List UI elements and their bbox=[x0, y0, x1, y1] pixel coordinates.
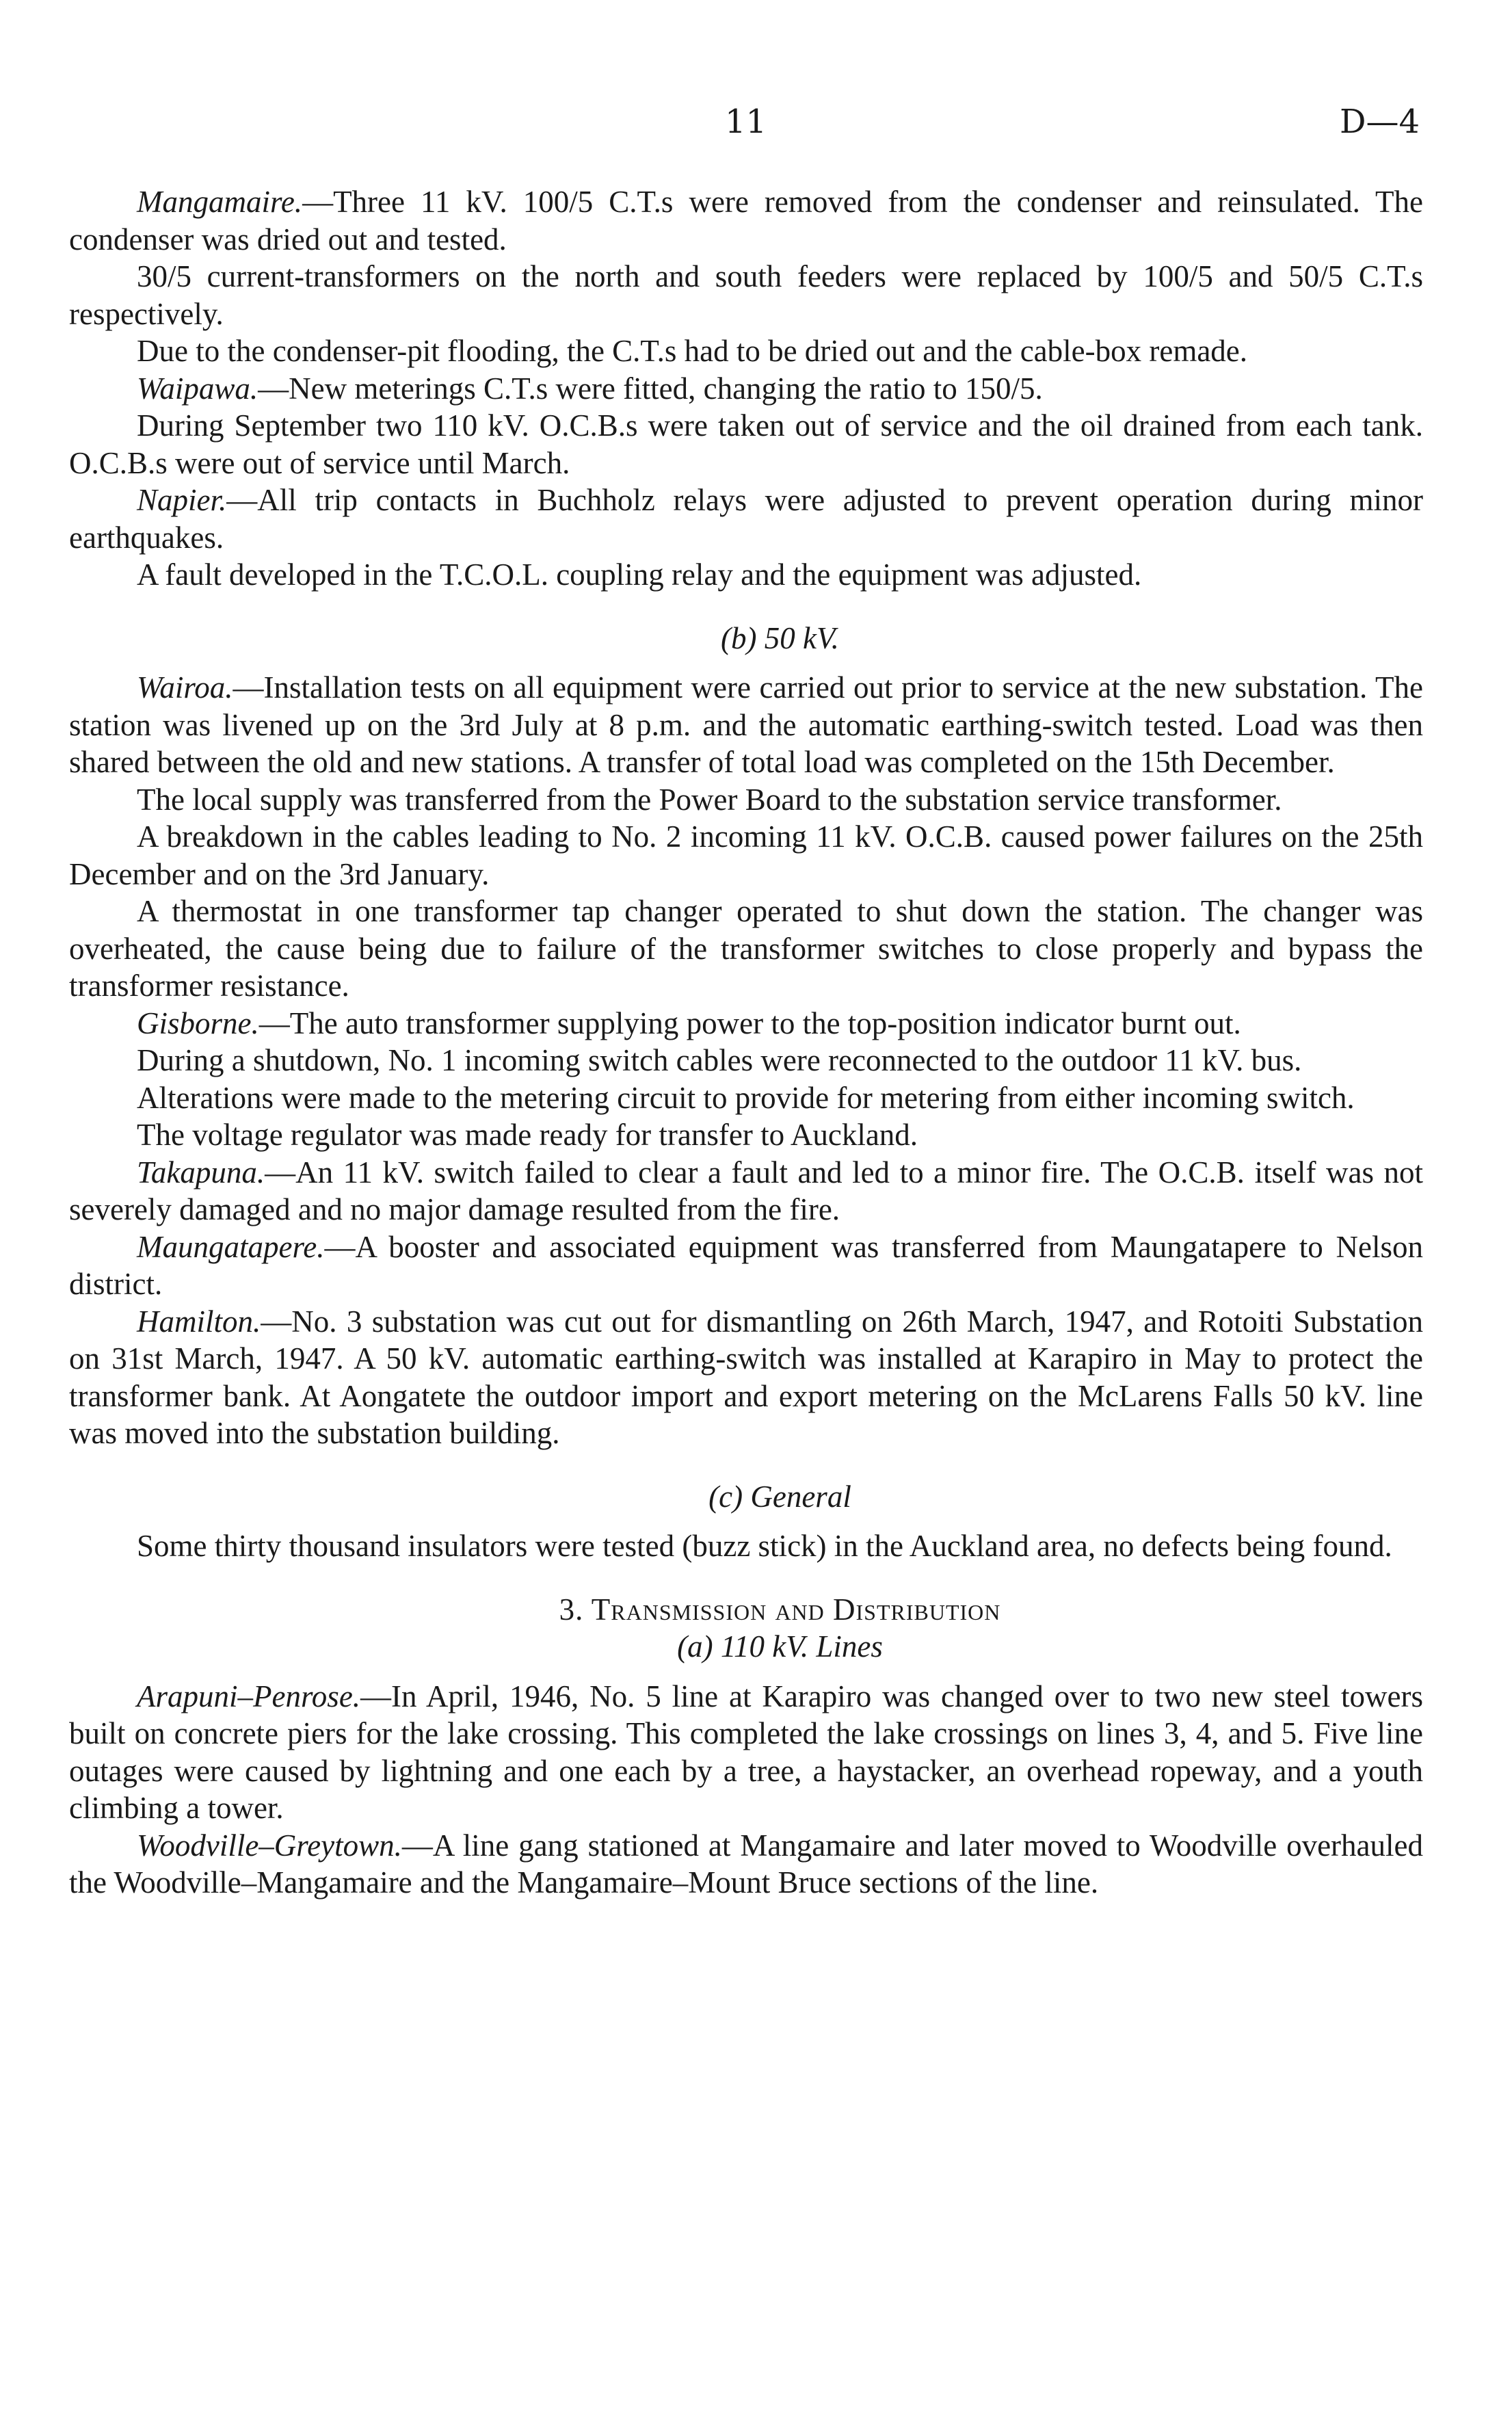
paragraph: Some thirty thousand insulators were tested (buzz stick) in the Auckland area, no defects being found. bbox=[137, 1529, 1392, 1563]
paragraph-lead: Hamilton. bbox=[137, 1304, 261, 1339]
paragraph-text: —No. 3 substation was cut out for dismantling on 26th March, 1947, and Rotoiti Substation on 31st March, 1947. A 50 kV. automatic earthing-switch was installed at Karapiro in May to protect the transformer bank. At Aongatete the outdoor import and export metering on the McLarens Falls 50 kV. line was moved into the substation building. bbox=[69, 1304, 1423, 1450]
paragraph-lead: Wairoa. bbox=[137, 670, 233, 705]
paragraph-gisborne bbox=[69, 1005, 1423, 1042]
paragraph-lead: Napier. bbox=[137, 483, 227, 517]
paragraph-lead: Gisborne. bbox=[137, 1006, 259, 1040]
paragraph-text: —A booster and associated equipment was transferred from Maungatapere to Nelson district. bbox=[69, 1229, 1423, 1301]
paragraph-mangamaire bbox=[69, 183, 1423, 258]
paragraph-text: —The auto transformer supplying power to the top-position indicator burnt out. bbox=[258, 1006, 1241, 1040]
paragraph-text: —A line gang stationed at Mangamaire and later moved to Woodville overhauled the Woodville–Mangamaire and the Mangamaire–Mount Bruce sections of the line. bbox=[69, 1828, 1423, 1900]
paragraph-text: —All trip contacts in Buchholz relays were adjusted to prevent operation during minor earthquakes. bbox=[69, 483, 1423, 555]
document-reference: D—4 bbox=[1339, 103, 1420, 141]
paragraph-text: —Installation tests on all equipment were carried out prior to service at the new substation. The station was livened up on the 3rd July at 8 p.m. and the automatic earthing-switch tested. Load was then shared between the old and new stations. A transfer of total load was completed on the 15th December. bbox=[69, 670, 1423, 779]
paragraph: 30/5 current-transformers on the north and south feeders were replaced by 100/5 and 50/5 C.T.s respectively. bbox=[69, 259, 1423, 331]
paragraph-woodville-greytown bbox=[69, 1827, 1423, 1902]
section-heading-general: (c) General bbox=[708, 1479, 851, 1514]
section-heading-50kv: (b) 50 kV. bbox=[721, 620, 839, 655]
paragraph: During September two 110 kV. O.C.B.s were taken out of service and the oil drained from each tank. O.C.B.s were out of service until March. bbox=[69, 408, 1423, 480]
paragraph: A thermostat in one transformer tap changer operated to shut down the station. The changer was overheated, the cause being due to failure of the transformer switches to close properly and bypass the transformer resistance. bbox=[69, 894, 1423, 1003]
paragraph-text: —An 11 kV. switch failed to clear a fault and led to a minor fire. The O.C.B. itself was not severely damaged and no major damage resulted from the fire. bbox=[69, 1155, 1423, 1226]
paragraph-text: —In April, 1946, No. 5 line at Karapiro was changed over to two new steel towers built on concrete piers for the lake crossing. This completed the lake crossings on lines 3, 4, and 5. Five line outages were caused by lightning and one each by a tree, a haystacker, an overhead ropeway, and a youth climbing a tower. bbox=[69, 1679, 1423, 1825]
document-body bbox=[69, 183, 1423, 1902]
paragraph-maungatapere bbox=[69, 1228, 1423, 1303]
paragraph: Due to the condenser-pit flooding, the C.T.s had to be dried out and the cable-box remade. bbox=[137, 334, 1248, 368]
page-header bbox=[0, 103, 1512, 150]
paragraph-lead: Takapuna. bbox=[137, 1155, 265, 1190]
paragraph-lead: Waipawa. bbox=[137, 371, 258, 406]
paragraph-text: —New meterings C.T.s were fitted, changing the ratio to 150/5. bbox=[258, 371, 1043, 406]
paragraph-arapuni-penrose bbox=[69, 1678, 1423, 1827]
paragraph: The voltage regulator was made ready for transfer to Auckland. bbox=[137, 1118, 918, 1152]
paragraph-takapuna bbox=[69, 1154, 1423, 1228]
section-heading-transmission: 3. Transmission and Distribution bbox=[559, 1592, 1001, 1627]
paragraph-napier bbox=[69, 482, 1423, 556]
paragraph-hamilton bbox=[69, 1303, 1423, 1452]
paragraph-lead: Mangamaire. bbox=[137, 185, 303, 219]
paragraph: During a shutdown, No. 1 incoming switch cables were reconnected to the outdoor 11 kV. bus. bbox=[137, 1043, 1302, 1077]
paragraph-wairoa bbox=[69, 669, 1423, 781]
paragraph-waipawa bbox=[69, 370, 1423, 408]
paragraph: A breakdown in the cables leading to No. 2 incoming 11 kV. O.C.B. caused power failures on the 25th December and on the 3rd January. bbox=[69, 819, 1423, 891]
page-number: 11 bbox=[725, 103, 767, 141]
paragraph-lead: Arapuni–Penrose. bbox=[137, 1679, 361, 1713]
paragraph-text: —Three 11 kV. 100/5 C.T.s were removed from the condenser and reinsulated. The condenser was dried out and tested. bbox=[69, 185, 1423, 257]
paragraph-lead: Maungatapere. bbox=[137, 1229, 325, 1264]
paragraph: A fault developed in the T.C.O.L. coupling relay and the equipment was adjusted. bbox=[137, 557, 1142, 592]
paragraph: Alterations were made to the metering circuit to provide for metering from either incoming switch. bbox=[137, 1080, 1355, 1115]
paragraph: The local supply was transferred from the Power Board to the substation service transformer. bbox=[137, 782, 1282, 817]
paragraph-lead: Woodville–Greytown. bbox=[137, 1828, 402, 1863]
section-heading-110kv-lines: (a) 110 kV. Lines bbox=[677, 1629, 883, 1664]
